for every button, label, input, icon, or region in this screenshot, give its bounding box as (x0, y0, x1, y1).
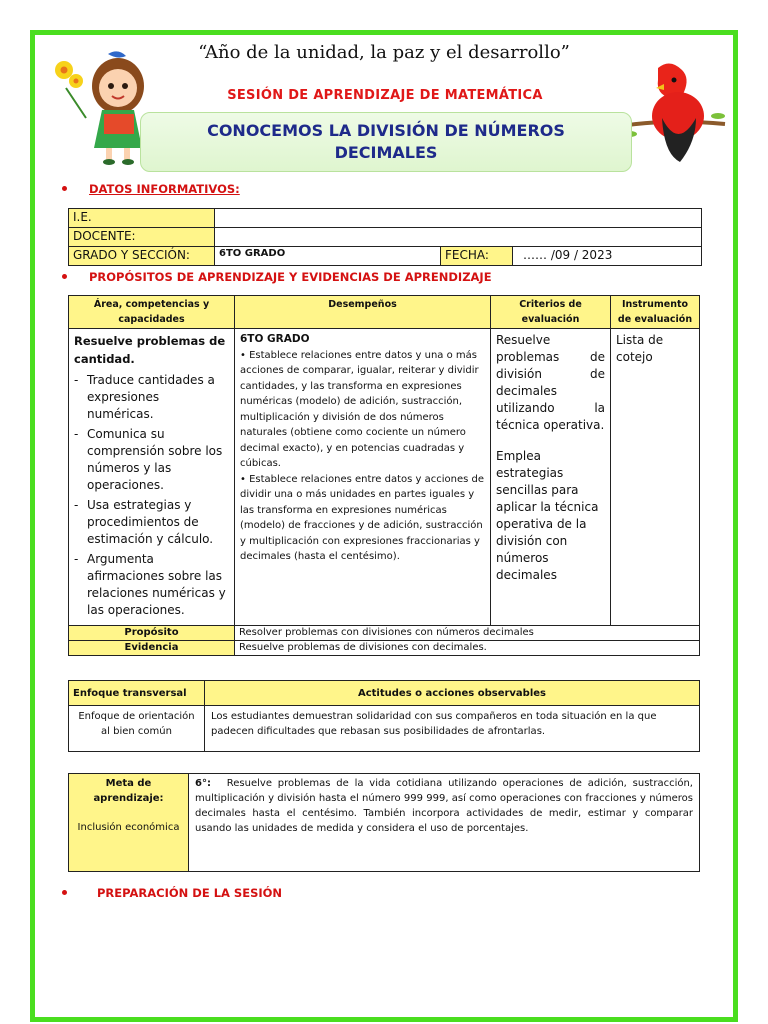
goal-grade: 6°: (195, 778, 211, 789)
learning-purposes-table (68, 295, 700, 656)
year-motto: “Año de la unidad, la paz y el desarrollo” (198, 42, 570, 63)
approach-header: Enfoque transversal (69, 681, 205, 706)
grado-value: 6TO GRADO (215, 247, 441, 266)
goal-sub: Inclusión económica (77, 822, 180, 833)
col-header-criterios: Criterios de evaluación (491, 296, 611, 329)
bullet-icon (62, 890, 67, 895)
competence-title: Resuelve problemas de cantidad. (74, 334, 226, 366)
docente-label: DOCENTE: (69, 228, 215, 247)
learning-goal-table (68, 773, 700, 872)
grado-label: GRADO Y SECCIÓN: (69, 247, 215, 266)
attitudes-header: Actitudes o acciones observables (205, 681, 700, 706)
evidence-label: Evidencia (69, 641, 235, 656)
info-table (68, 208, 702, 266)
approach-table (68, 680, 700, 752)
criterion-item: Resuelve problemas de división de decimales utilizando la técnica operativa. (496, 333, 605, 432)
page-title: CONOCEMOS LA DIVISIÓN DE NÚMEROS DECIMALES (207, 121, 565, 162)
performances-cell (235, 329, 491, 626)
performance-item: • Establece relaciones entre datos y acciones de dividir una o más unidades en partes iguales y las transforma en expresiones numéricas (modelo) de fracciones y de adición, sustracción y multiplicación con expresiones fraccionarias y decimales (hasta el centésimo). (240, 473, 485, 562)
col-header-area: Área, competencias y capacidades (69, 296, 235, 329)
approach-cell: Enfoque de orientación al bien común (69, 706, 205, 752)
list-item: - Traduce cantidades a expresiones numéricas. (74, 372, 229, 423)
criterion-item: Emplea estrategias sencillas para aplicar la técnica operativa de la división con números decimales (496, 449, 599, 582)
docente-value (215, 228, 702, 247)
purpose-label: Propósito (69, 626, 235, 641)
col-header-instrumento: Instrumento de evaluación (611, 296, 700, 329)
fecha-label: FECHA: (441, 247, 513, 266)
attitude-cell: Los estudiantes demuestran solidaridad con sus compañeros en toda situación en la que padecen dificultades que rebasan sus posibilidades de afrontarlas. (205, 706, 700, 752)
fecha-value: …… /09 / 2023 (513, 247, 702, 266)
section-preparacion: PREPARACIÓN DE LA SESIÓN (62, 886, 282, 900)
goal-label: Meta de aprendizaje: (93, 778, 164, 804)
competence-cell (69, 329, 235, 626)
goal-label-cell (69, 774, 189, 872)
bullet-icon (62, 274, 67, 279)
session-heading: SESIÓN DE APRENDIZAJE DE MATEMÁTICA (227, 88, 543, 103)
criteria-cell (491, 329, 611, 626)
goal-text: Resuelve problemas de la vida cotidiana utilizando operaciones de adición, sustracción, multiplicación y división hasta el número 999 999, así como operaciones con fracciones y números decimales hasta el centésimo. También incorpora actividades de medir, estimar y comparar usando las unidades de medida y considera el uso de porcentajes. (195, 778, 693, 834)
ie-value (215, 209, 702, 228)
evidence-value: Resuelve problemas de divisiones con decimales. (235, 641, 700, 656)
instrument-cell: Lista de cotejo (611, 329, 700, 626)
list-item: - Usa estrategias y procedimientos de estimación y cálculo. (74, 497, 229, 548)
section-propositos: PROPÓSITOS DE APRENDIZAJE Y EVIDENCIAS DE APRENDIZAJE (62, 270, 492, 284)
capacities-list (74, 372, 229, 619)
col-header-desempenos: Desempeños (235, 296, 491, 329)
list-item: - Comunica su comprensión sobre los números y las operaciones. (74, 426, 229, 494)
ie-label: I.E. (69, 209, 215, 228)
goal-text-cell (189, 774, 700, 872)
grade-label: 6TO GRADO (240, 333, 310, 345)
purpose-value: Resolver problemas con divisiones con números decimales (235, 626, 700, 641)
performance-item: • Establece relaciones entre datos y una o más acciones de comparar, igualar, reiterar y dividir cantidades, y las transforma en expresiones numéricas (modelo) de adición, sustracción, multiplicación y división de dos números naturales (obtiene como cociente un número decimal exacto), y en potencias cuadradas y cúbicas. (240, 349, 479, 469)
section-datos: DATOS INFORMATIVOS: (62, 182, 240, 196)
bullet-icon (62, 186, 67, 191)
title-banner (140, 112, 632, 172)
list-item: - Argumenta afirmaciones sobre las relaciones numéricas y las operaciones. (74, 551, 229, 619)
